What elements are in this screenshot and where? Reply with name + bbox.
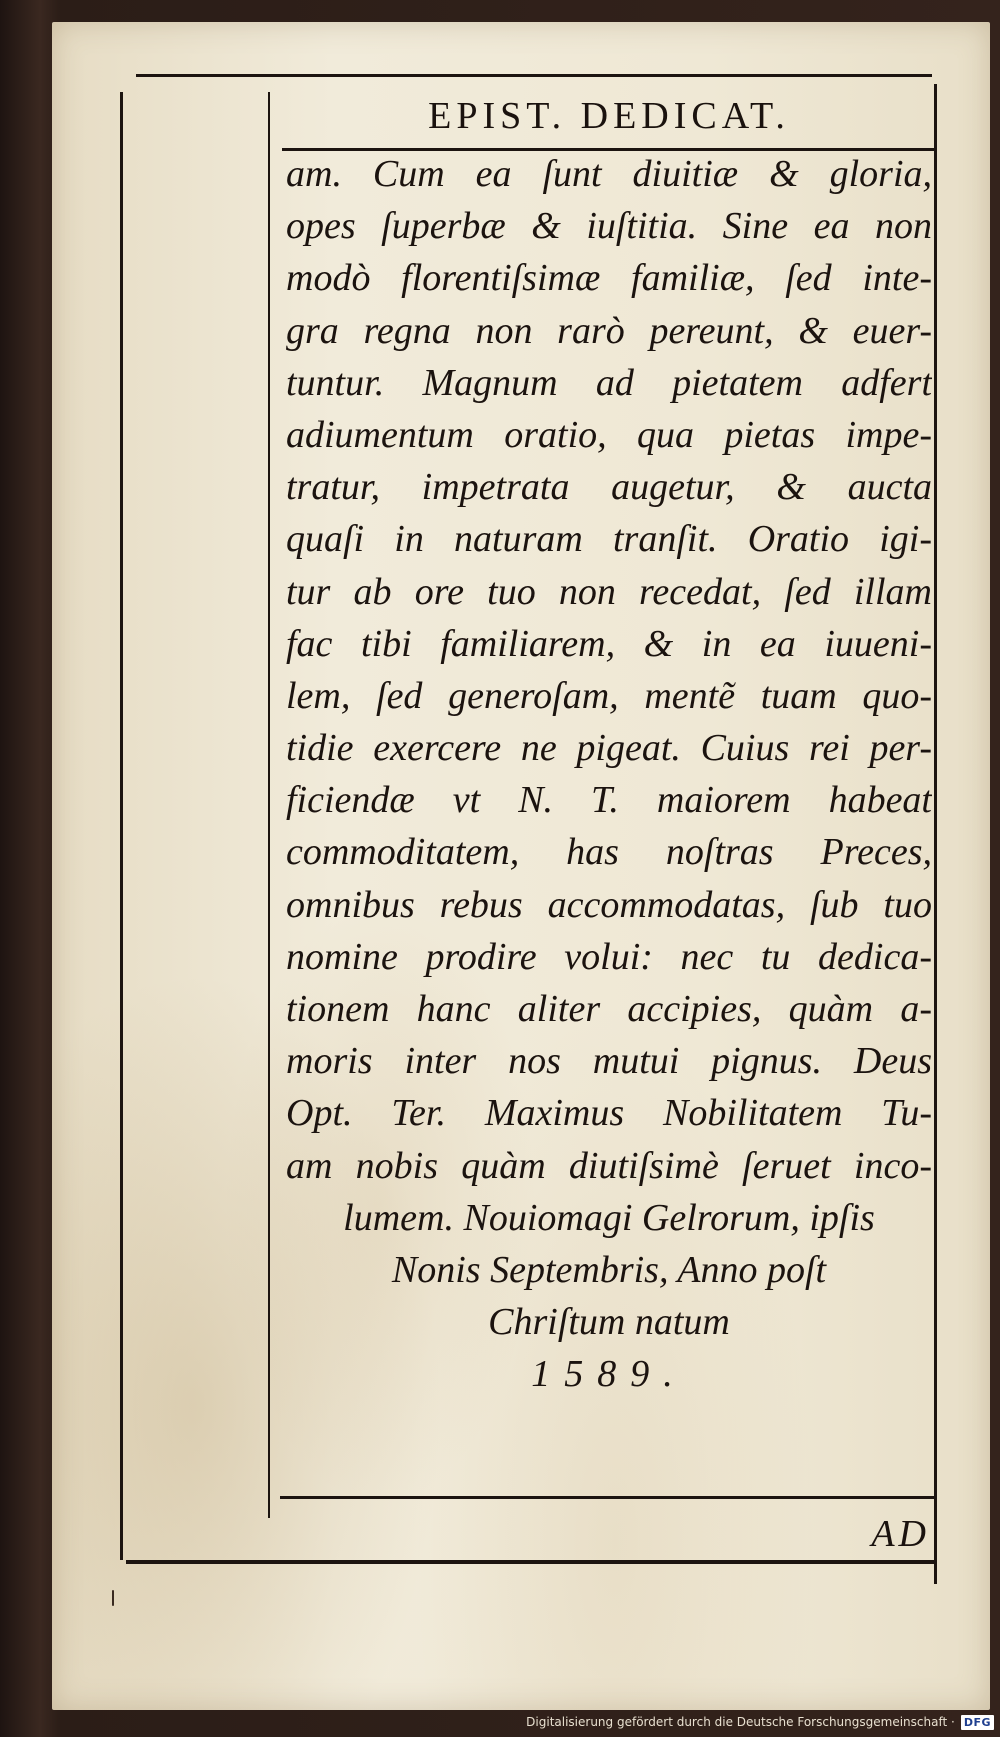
text-bottom-rule [280, 1496, 934, 1499]
text-line: moris inter nos mutui pignus. Deus [286, 1040, 932, 1083]
frame-rule-right [934, 84, 937, 1584]
text-line: nomine prodire volui: nec tu dedica- [286, 935, 932, 978]
frame-rule-bottom [126, 1560, 936, 1564]
closing-line: lumem. Nouiomagi Gelrorum, ipſis [343, 1196, 875, 1239]
frame-rule-inner-left [268, 92, 270, 1518]
ink-mark [112, 1590, 114, 1606]
date-year: 1589. [531, 1353, 687, 1396]
digitization-credit [526, 1711, 994, 1733]
running-head: EPIST. DEDICAT. [428, 95, 790, 137]
text-line: tionem hanc aliter accipies, quàm a- [286, 988, 932, 1030]
credit-text: Digitalisierung gefördert durch die Deutsche Forschungsgemeinschaft · [526, 1715, 955, 1729]
frame-rule-top [136, 74, 932, 77]
text-line: tuntur. Magnum ad pietatem adfert [286, 361, 932, 404]
dfg-logo: DFG [961, 1715, 994, 1730]
text-line: am. Cum ea ſunt diuitiæ & gloria, [286, 153, 932, 195]
catchword: AD [871, 1513, 930, 1555]
text-line: quaſi in naturam tranſit. Oratio igi- [286, 518, 932, 561]
text-line: tur ab ore tuo non recedat, ſed illam [286, 570, 932, 613]
text-line: adiumentum oratio, qua pietas impe- [286, 413, 932, 456]
text-line: ficiendæ vt N. T. maiorem habeat [286, 779, 932, 822]
text-line: Opt. Ter. Maximus Nobilitatem Tu- [286, 1092, 932, 1135]
closing-line: Chriſtum natum [488, 1301, 730, 1344]
closing-line: Nonis Septembris, Anno poſt [391, 1248, 827, 1291]
text-line: omnibus rebus accommodatas, ſub tuo [286, 883, 932, 926]
text-line: am nobis quàm diutiſsimè ſeruet inco- [286, 1144, 932, 1187]
text-line: tidie exercere ne pigeat. Cuius rei per- [286, 727, 932, 770]
text-line: gra regna non rarò pereunt, & euer- [286, 309, 932, 352]
text-line: modò florentiſsimæ familiæ, ſed inte- [286, 257, 932, 300]
text-line: lem, ſed generoſam, mentẽ tuam quo- [286, 674, 932, 717]
text-line: tratur, impetrata augetur, & aucta [286, 466, 932, 509]
text-line: opes ſuperbæ & iuſtitia. Sine ea non [286, 205, 932, 248]
text-line: fac tibi familiarem, & in ea iuueni- [286, 622, 932, 665]
frame-rule-outer-left [120, 92, 123, 1560]
dedication-text [286, 148, 932, 1401]
text-line: commoditatem, has noſtras Preces, [286, 831, 932, 874]
